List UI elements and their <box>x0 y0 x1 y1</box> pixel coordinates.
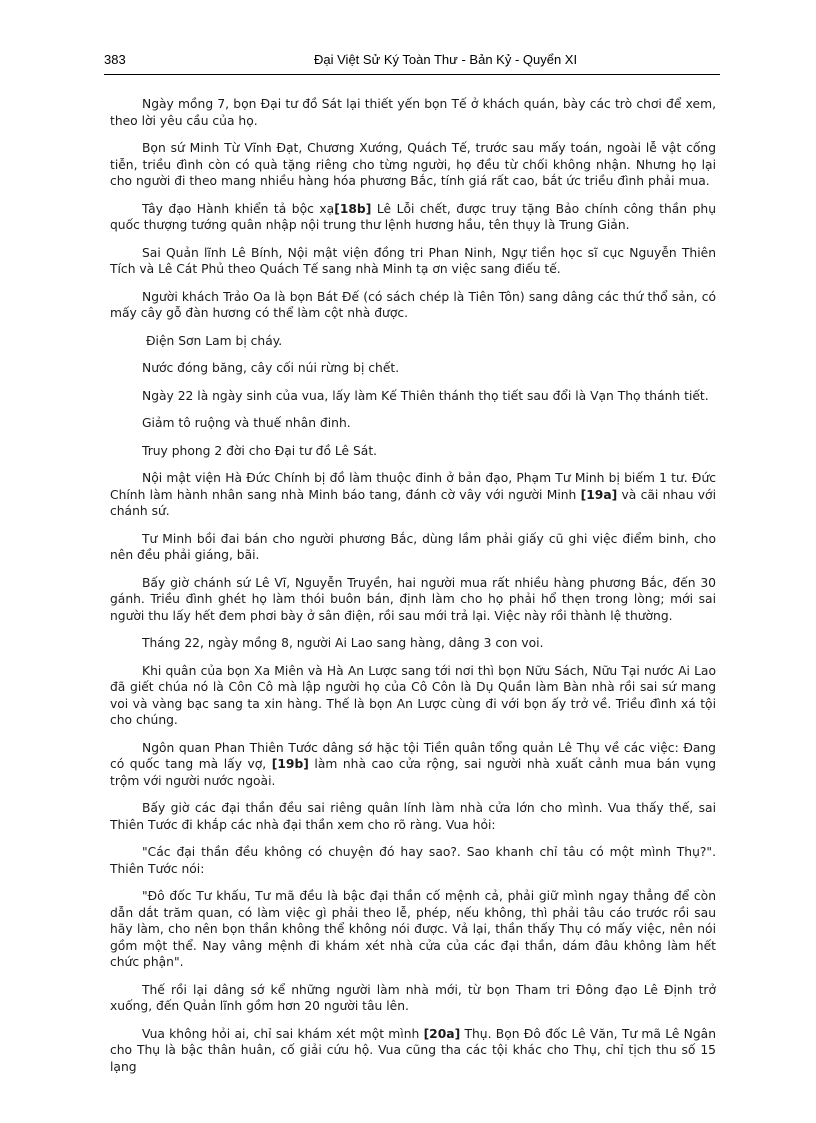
paragraph-14: Tháng 22, ngày mồng 8, người Ai Lao sang hàng, dâng 3 con voi. <box>142 636 544 650</box>
page-body <box>110 96 716 1075</box>
folio-marker: [18b] <box>334 201 372 216</box>
paragraph-3: Tây đạo Hành khiển tả bộc xạ[18b] Lê Lỗi chết, được truy tặng Bảo chính công thần phụ quốc thượng tướng quân nhập nội trung thư lệnh hương hầu, tên thụy là Trung Giản. <box>110 201 716 232</box>
paragraph-19: "Đô đốc Tư khấu, Tư mã đều là bậc đại thần cố mệnh cả, phải giữ mình ngay thẳng để còn dẫn dắt trăm quan, có làm việc gì phải theo lễ, phép, nếu không, thì phải tâu cáo trước rồi sau hãy làm, cho nên bọn thần không thể không nói được. Vả lại, thần thấy Thụ có mấy việc, nên nói gồm một thể. Nay vâng mệnh đi khám xét nhà cửa của các đại thần, dám đâu không làm hết chức phận". <box>110 889 716 969</box>
paragraph-12: Tư Minh bồi đai bán cho người phương Bắc, dùng lầm phải giấy cũ ghi việc điểm binh, cho nên đều phải giáng, bãi. <box>110 531 716 562</box>
paragraph-5: Người khách Trảo Oa là bọn Bát Đế (có sách chép là Tiên Tôn) sang dâng các thứ thổ sản, có mấy cây gỗ đàn hương có thể làm cột nhà được. <box>110 289 716 320</box>
page-number: 383 <box>104 52 126 67</box>
paragraph-8: Ngày 22 là ngày sinh của vua, lấy làm Kế Thiên thánh thọ tiết sau đổi là Vạn Thọ thánh tiết. <box>142 388 709 403</box>
paragraph-15: Khi quân của bọn Xa Miên và Hà An Lược sang tới nơi thì bọn Nữu Sách, Nữu Tại nước Ai Lao đã giết chúa nó là Côn Cô mà lập người họ của Cô Côn là Dụ Quần làm Bàn nhà rồi sai sứ mang voi và vàng bạc sang ta xin hàng. Thế là bọn An Lược cùng đi với bọn ấy trở về. Triều đình xá tội cho chúng. <box>110 663 716 727</box>
folio-marker: [19b] <box>271 757 309 771</box>
paragraph-20: Thế rồi lại dâng sớ kể những người làm nhà mới, từ bọn Tham tri Đông đạo Lê Định trở xuống, đến Quản lĩnh gồm hơn 20 người tâu lên. <box>110 982 716 1013</box>
folio-marker: [20a] <box>423 1026 461 1041</box>
running-title: Đại Việt Sử Ký Toàn Thư - Bản Kỷ - Quyển XI <box>314 52 578 67</box>
paragraph-9: Giảm tô ruộng và thuế nhân đinh. <box>142 416 351 430</box>
paragraph-4: Sai Quản lĩnh Lê Bính, Nội mật viện đồng tri Phan Ninh, Ngự tiền học sĩ cục Nguyễn Thiên Tích và Lê Cát Phủ theo Quách Tế sang nhà Minh tạ ơn việc sang điếu tế. <box>110 245 716 276</box>
paragraph-10: Truy phong 2 đời cho Đại tư đồ Lê Sát. <box>142 443 378 458</box>
paragraph-18: "Các đại thần đều không có chuyện đó hay sao?. Sao khanh chỉ tâu có một mình Thụ?". Thiên Tước nói: <box>110 845 716 876</box>
paragraph-11: Nội mật viện Hà Đức Chính bị đồ làm thuộc đinh ở bản đạo, Phạm Tư Minh bị biếm 1 tư. Đức Chính làm hành nhân sang nhà Minh báo tang, đánh cờ vây với người Minh [19a] và cãi nhau với chánh sứ. <box>110 471 716 518</box>
paragraph-6: Điện Sơn Lam bị cháy. <box>146 333 283 348</box>
paragraph-16: Ngôn quan Phan Thiên Tước dâng sớ hặc tội Tiền quân tổng quản Lê Thụ về các việc: Đang có quốc tang mà lấy vợ, [19b] làm nhà cao cửa rộng, sai người nhà xuất cảnh mua bán vụng trộm với người nước ngoài. <box>110 740 717 788</box>
page-header <box>104 52 720 75</box>
folio-marker: [19a] <box>580 487 618 502</box>
paragraph-21: Vua không hỏi ai, chỉ sai khám xét một mình [20a] Thụ. Bọn Đô đốc Lê Văn, Tư mã Lê Ngân cho Thụ là bậc thân huân, cố giải cứu hộ. Vua cũng tha các tội khác cho Thụ, chỉ tịch thu số 15 lạng <box>110 1026 716 1074</box>
paragraph-7: Nước đóng băng, cây cối núi rừng bị chết. <box>142 361 400 375</box>
paragraph-2: Bọn sứ Minh Từ Vĩnh Đạt, Chương Xướng, Quách Tế, trước sau mấy toán, ngoài lễ vật cống tiễn, triều đình còn có quà tặng riêng cho từng người, họ đều từ chối không nhận. Nhưng họ lại cho người đi theo mang nhiều hàng hóa phương Bắc, tính giá rất cao, bắt ức triều đình phải mua. <box>110 141 716 188</box>
paragraph-1: Ngày mồng 7, bọn Đại tư đồ Sát lại thiết yến bọn Tế ở khách quán, bày các trò chơi để xem, theo lời yêu cầu của họ. <box>110 97 716 128</box>
paragraph-17: Bấy giờ các đại thần đều sai riêng quân lính làm nhà cửa lớn cho mình. Vua thấy thế, sai Thiên Tước đi khắp các nhà đại thần xem cho rõ ràng. Vua hỏi: <box>110 801 716 832</box>
paragraph-13: Bấy giờ chánh sứ Lê Vĩ, Nguyễn Truyền, hai người mua rất nhiều hàng phương Bắc, đến 30 gánh. Triều đình ghét họ làm thói buôn bán, định làm cho họ phải hổ thẹn trong lòng; mới sai người thu lấy hết đem phơi bày ở sân điện, rồi sau mới trả lại. Việc này rồi thành lệ thường. <box>110 575 716 623</box>
